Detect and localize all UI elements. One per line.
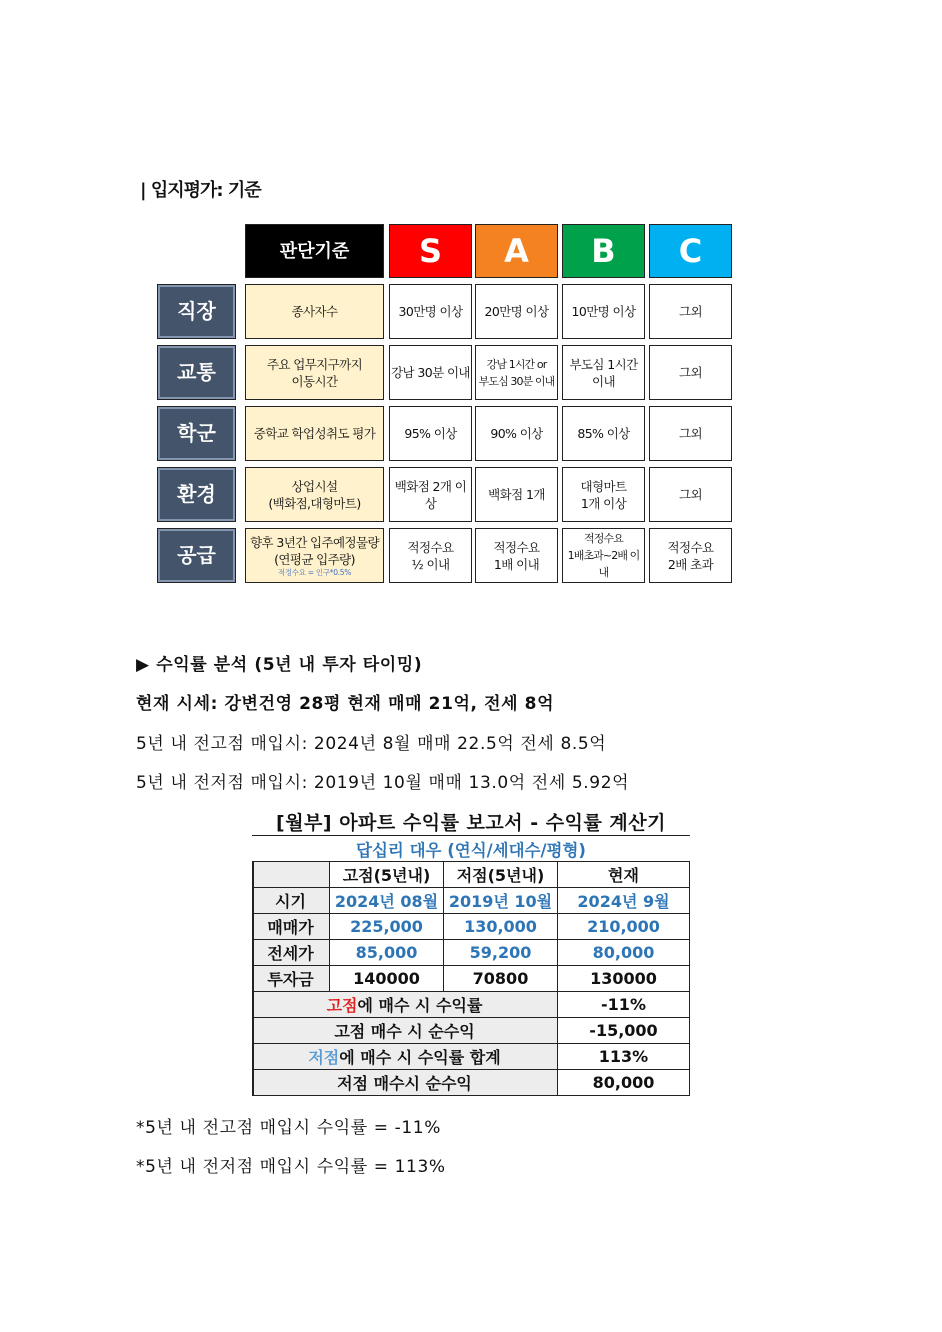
value-workplace-a: 20만명 이상 bbox=[475, 284, 558, 339]
calc-row-label: 투자금 bbox=[252, 966, 330, 992]
grade-header-b: B bbox=[562, 224, 645, 278]
value-school-a: 90% 이상 bbox=[475, 406, 558, 461]
category-workplace: 직장 bbox=[157, 284, 236, 339]
calculator-subtitle: 답십리 대우 (연식/세대수/평형) bbox=[252, 836, 690, 862]
calc-summary-label bbox=[252, 992, 558, 1018]
criterion-school: 중학교 학업성취도 평가 bbox=[245, 406, 384, 461]
calc-summary-value: -11% bbox=[558, 992, 690, 1018]
calc-summary-value: 113% bbox=[558, 1044, 690, 1070]
calc-summary-value: 80,000 bbox=[558, 1070, 690, 1096]
calc-row-label: 전세가 bbox=[252, 940, 330, 966]
grade-header-s: S bbox=[389, 224, 472, 278]
calc-summary-label bbox=[252, 1044, 558, 1070]
criteria-header: 판단기준 bbox=[245, 224, 384, 278]
value-transport-b: 부도심 1시간 이내 bbox=[562, 345, 645, 400]
calc-value-cell: 225,000 bbox=[330, 914, 444, 940]
calc-value-cell: 85,000 bbox=[330, 940, 444, 966]
value-environment-s: 백화점 2개 이상 bbox=[389, 467, 472, 522]
calc-summary-label bbox=[252, 1070, 558, 1096]
calc-summary-label bbox=[252, 1018, 558, 1044]
calc-value-cell: 140000 bbox=[330, 966, 444, 992]
value-workplace-b: 10만명 이상 bbox=[562, 284, 645, 339]
calc-summary-highlight: 저점 bbox=[308, 1048, 340, 1067]
calc-column-header: 현재 bbox=[558, 862, 690, 888]
calc-value-cell: 59,200 bbox=[444, 940, 558, 966]
calc-column-header: 저점(5년내) bbox=[444, 862, 558, 888]
category-school: 학군 bbox=[157, 406, 236, 461]
calc-summary-text: 고점 매수 시 순수익 bbox=[334, 1022, 475, 1041]
calc-value-cell: 2024년 9월 bbox=[558, 888, 690, 914]
category-environment: 환경 bbox=[157, 467, 236, 522]
calc-summary-text: 에 매수 시 수익률 bbox=[357, 996, 483, 1015]
note-high: *5년 내 전고점 매입시 수익률 = -11% bbox=[136, 1118, 441, 1138]
current-price-line: 현재 시세: 강변건영 28평 현재 매매 21억, 전세 8억 bbox=[136, 694, 555, 714]
value-supply-c: 적정수요 2배 초과 bbox=[649, 528, 732, 583]
grade-header-c: C bbox=[649, 224, 732, 278]
value-workplace-s: 30만명 이상 bbox=[389, 284, 472, 339]
calc-summary-text: 저점 매수시 순수익 bbox=[337, 1074, 472, 1093]
note-low: *5년 내 전저점 매입시 수익률 = 113% bbox=[136, 1157, 446, 1177]
calc-value-cell: 2019년 10월 bbox=[444, 888, 558, 914]
criterion-workplace: 종사자수 bbox=[245, 284, 384, 339]
value-school-s: 95% 이상 bbox=[389, 406, 472, 461]
calc-value-cell: 2024년 08월 bbox=[330, 888, 444, 914]
calc-row-label: 매매가 bbox=[252, 914, 330, 940]
calc-value-cell: 210,000 bbox=[558, 914, 690, 940]
value-environment-a: 백화점 1개 bbox=[475, 467, 558, 522]
calc-summary-highlight: 고점 bbox=[326, 996, 358, 1015]
calc-value-cell: 130,000 bbox=[444, 914, 558, 940]
calc-left-border bbox=[252, 862, 254, 1096]
grade-header-a: A bbox=[475, 224, 558, 278]
category-supply: 공급 bbox=[157, 528, 236, 583]
category-transport: 교통 bbox=[157, 345, 236, 400]
analysis-heading: ▶ 수익률 분석 (5년 내 투자 타이밍) bbox=[136, 655, 423, 675]
calc-corner-cell bbox=[252, 862, 330, 888]
criterion-note: 적정수요 = 인구*0.5% bbox=[277, 567, 352, 577]
calc-value-cell: 130000 bbox=[558, 966, 690, 992]
criterion-environment: 상업시설 (백화점,대형마트) bbox=[245, 467, 384, 522]
value-environment-b: 대형마트 1개 이상 bbox=[562, 467, 645, 522]
calc-column-header: 고점(5년내) bbox=[330, 862, 444, 888]
value-supply-a: 적정수요 1배 이내 bbox=[475, 528, 558, 583]
low-point-line: 5년 내 전저점 매입시: 2019년 10월 매매 13.0억 전세 5.92억 bbox=[136, 773, 630, 793]
criterion-transport: 주요 업무지구까지 이동시간 bbox=[245, 345, 384, 400]
value-transport-a: 강남 1시간 or 부도심 30분 이내 bbox=[475, 345, 558, 400]
calculator-title: [월부] 아파트 수익률 보고서 - 수익률 계산기 bbox=[252, 808, 690, 836]
high-point-line: 5년 내 전고점 매입시: 2024년 8월 매매 22.5억 전세 8.5억 bbox=[136, 734, 607, 754]
criterion-supply: 향후 3년간 입주예정물량 (연평균 입주량) 적정수요 = 인구*0.5% bbox=[245, 528, 384, 583]
value-transport-s: 강남 30분 이내 bbox=[389, 345, 472, 400]
section-title: | 입지평가: 기준 bbox=[140, 180, 261, 201]
calc-value-cell: 80,000 bbox=[558, 940, 690, 966]
value-school-b: 85% 이상 bbox=[562, 406, 645, 461]
calc-summary-value: -15,000 bbox=[558, 1018, 690, 1044]
value-school-c: 그외 bbox=[649, 406, 732, 461]
value-transport-c: 그외 bbox=[649, 345, 732, 400]
value-supply-b: 적정수요 1배초과~2배 이내 bbox=[562, 528, 645, 583]
value-supply-s: 적정수요 ½ 이내 bbox=[389, 528, 472, 583]
value-workplace-c: 그외 bbox=[649, 284, 732, 339]
calc-row-label: 시기 bbox=[252, 888, 330, 914]
calc-value-cell: 70800 bbox=[444, 966, 558, 992]
value-environment-c: 그외 bbox=[649, 467, 732, 522]
calc-summary-text: 에 매수 시 수익률 합계 bbox=[339, 1048, 501, 1067]
